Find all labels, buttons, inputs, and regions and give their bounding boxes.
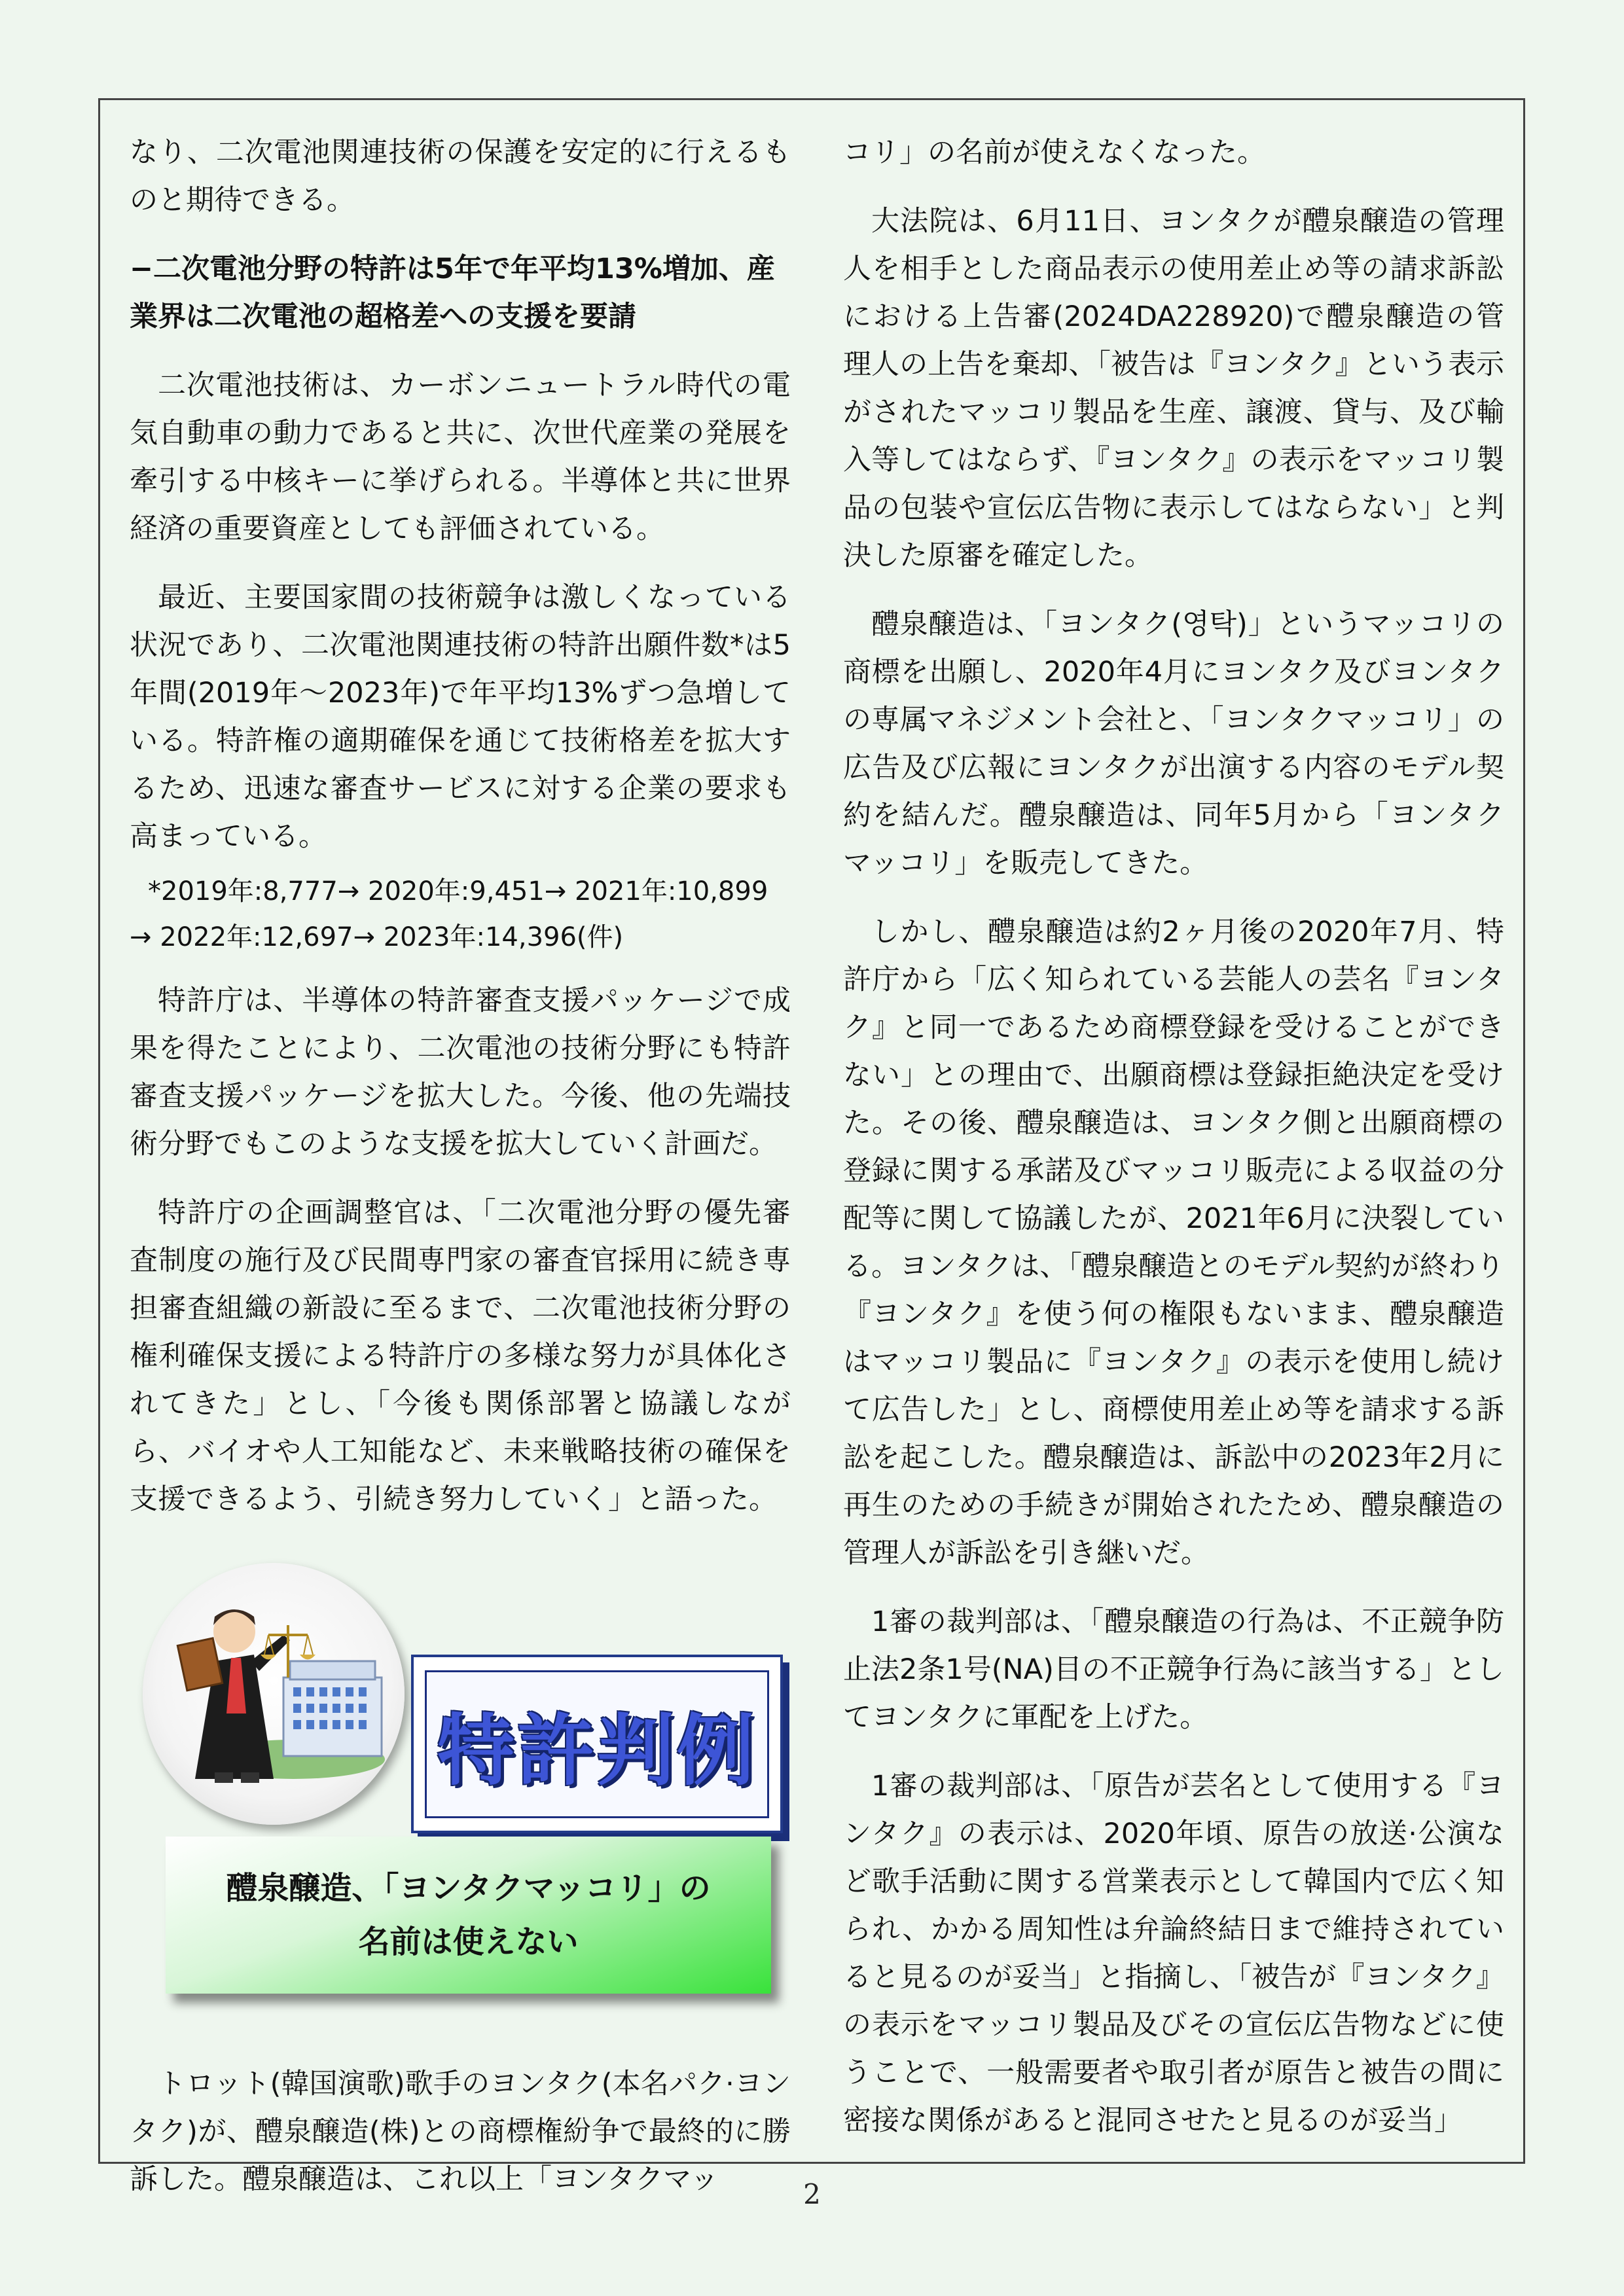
article-title-line: 醴泉醸造、「ヨンタクマッコリ」の (226, 1870, 711, 1907)
article-title-line: 名前は使えない (358, 1924, 579, 1960)
patent-case-banner (130, 1563, 791, 2041)
article-title-box (166, 1837, 771, 1994)
body-paragraph: 最近、主要国家間の技術競争は激しくなっている状況であり、二次電池関連技術の特許出願件数*は5年間(2019年～2023年)で年平均13%ずつ急増している。特許権の適期確保を通じて技術格差を拡大するため、迅速な審査サービスに対する企業の要求も高まっている。 (130, 581, 791, 853)
judge-illustration (143, 1563, 405, 1825)
body-paragraph: 醴泉醸造は、「ヨンタク(영탁)」というマッコリの商標を出願し、2020年4月にヨンタク及びヨンタクの専属マネジメント会社と、「ヨンタクマッコリ」の広告及び広報にヨンタクが出演する内容のモデル契約を結んだ。醴泉醸造は、同年5月から「ヨンタクマッコリ」を販売してきた。 (843, 608, 1504, 880)
right-column (843, 129, 1504, 2166)
body-paragraph: しかし、醴泉醸造は約2ヶ月後の2020年7月、特許庁から「広く知られている芸能人の芸名『ヨンタク』と同一であるため商標登録を受けることができない」との理由で、出願商標は登録拒絶決定を受けた。その後、醴泉醸造は、ヨンタク側と出願商標の登録に関する承諾及びマッコリ販売による収益の分配等に関して協議したが、2021年6月に決裂している。ヨンタクは、「醴泉醸造とのモデル契約が終わり『ヨンタク』を使う何の権限もないまま、醴泉醸造はマッコリ製品に『ヨンタク』の表示を使用し続けて広告した」とし、商標使用差止め等を請求する訴訟を起こした。醴泉醸造は、訴訟中の2023年2月に再生のための手続きが開始されたため、醴泉醸造の管理人が訴訟を引き継いだ。 (843, 916, 1504, 1570)
body-paragraph: 大法院は、6月11日、ヨンタクが醴泉醸造の管理人を相手とした商品表示の使用差止め等の請求訴訟における上告審(2024DA228920)で醴泉醸造の管理人の上告を棄却、「被告は『ヨンタク』という表示がされたマッコリ製品を生産、譲渡、貸与、及び輸入等してはならず、『ヨンタク』の表示をマッコリ製品の包装や宣伝広告物に表示してはならない」と判決した原審を確定した。 (843, 205, 1504, 572)
judge-with-scales-icon (143, 1563, 405, 1825)
section-heading: −二次電池分野の特許は5年で年平均13%増加、産業界は二次電池の超格差への支援を要請 (130, 253, 775, 333)
body-paragraph: 特許庁の企画調整官は、「二次電池分野の優先審査制度の施行及び民間専門家の審査官採用に続き専担審査組織の新設に至るまで、二次電池技術分野の権利確保支援による特許庁の多様な努力が具体化されてきた」とし、「今後も関係部署と協議しながら、バイオや人工知能など、未来戦略技術の確保を支援できるよう、引続き努力していく」と語った。 (130, 1196, 791, 1516)
banner-title: 特許判例 (437, 1705, 757, 1796)
body-paragraph: 1審の裁判部は、「原告が芸名として使用する『ヨンタク』の表示は、2020年頃、原告の放送·公演など歌手活動に関する営業表示として韓国内で広く知られ、かかる周知性は弁論終結日まで維持されていると見るのが妥当」と指摘し、「被告が『ヨンタク』の表示をマッコリ製品及びその宣伝広告物などに使うことで、一般需要者や取引者が原告と被告の間に密接な関係があると混同させたと見るのが妥当」 (843, 1770, 1504, 2137)
body-paragraph: 特許庁は、半導体の特許審査支援パッケージで成果を得たことにより、二次電池の技術分野にも特許審査支援パッケージを拡大した。今後、他の先端技術分野でもこのような支援を拡大していく計画だ。 (130, 984, 791, 1160)
intro-paragraph: なり、二次電池関連技術の保護を安定的に行えるものと期待できる。 (130, 136, 791, 217)
footnote (130, 869, 791, 960)
left-column (130, 129, 791, 2225)
footnote-line: → 2022年:12,697→ 2023年:14,396(件) (130, 922, 624, 952)
page-frame (98, 98, 1525, 2196)
body-paragraph: 1審の裁判部は、「醴泉醸造の行為は、不正競争防止法2条1号(NA)目の不正競争行為に該当する」としてヨンタクに軍配を上げた。 (843, 1605, 1504, 1734)
banner-title-inner (425, 1670, 769, 1818)
page-number: 2 (803, 2178, 821, 2210)
body-paragraph: コリ」の名前が使えなくなった。 (843, 136, 1265, 169)
body-paragraph: 二次電池技術は、カーボンニュートラル時代の電気自動車の動力であると共に、次世代産業の発展を牽引する中核キーに挙げられる。半導体と共に世界経済の重要資産としても評価されている。 (130, 369, 791, 545)
footnote-line: *2019年:8,777→ 2020年:9,451→ 2021年:10,899 (148, 876, 768, 906)
body-paragraph: トロット(韓国演歌)歌手のヨンタク(本名パク·ヨンタク)が、醴泉醸造(株)との商標権紛争で最終的に勝訴した。醴泉醸造は、これ以上「ヨンタクマッ (130, 2068, 791, 2196)
banner-title-box (411, 1655, 783, 1833)
